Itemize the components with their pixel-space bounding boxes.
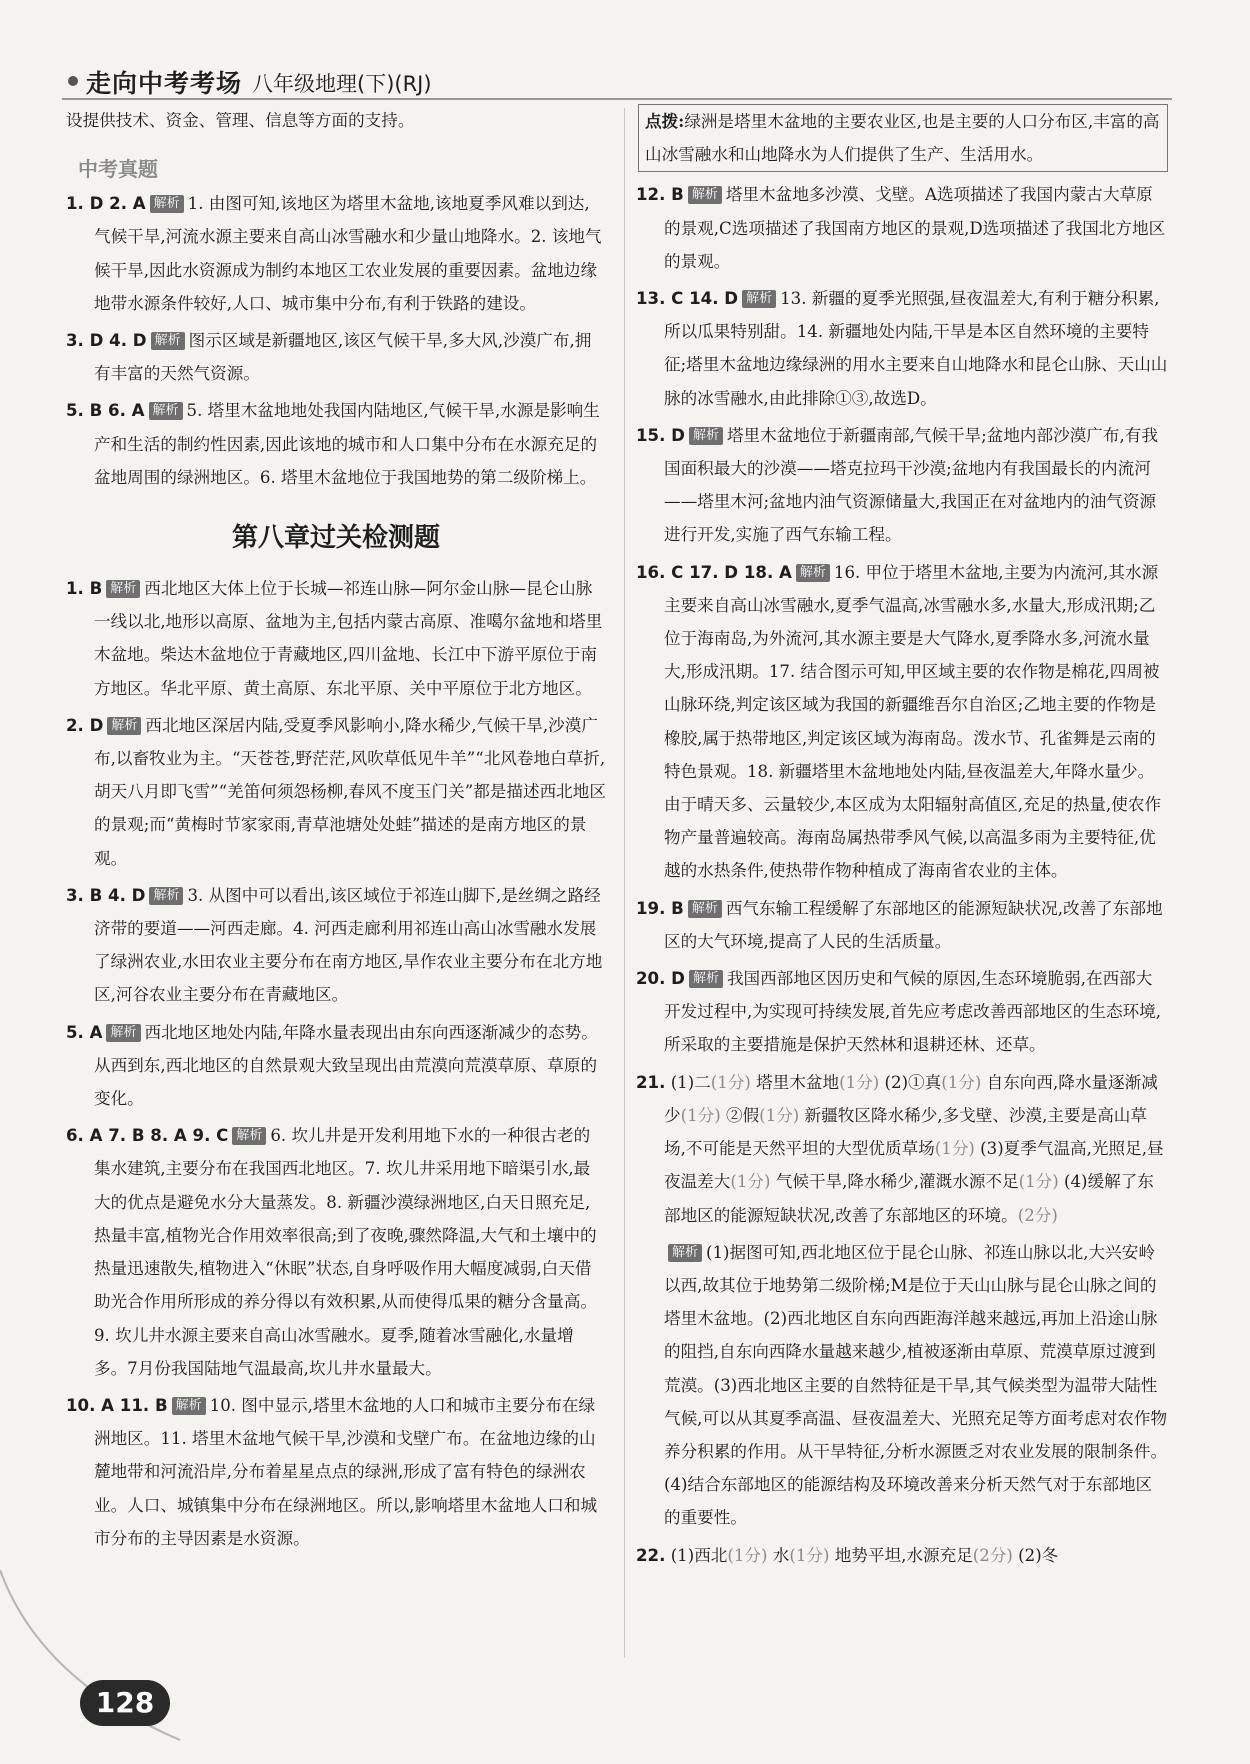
answer-text: (3)夏季气温高,光照足,昼夜温差大 [664,1139,1164,1192]
analysis-tag: 解析 [742,290,776,308]
page-number: 128 [80,1680,170,1726]
answer-item [636,556,1168,888]
score-label: (1分) [759,1105,800,1125]
analysis-text: 10. 图中显示,塔里木盆地的人口和城市主要分布在绿洲地区。11. 塔里木盆地气候干旱,沙漠和戈壁广布。在盆地边缘的山麓地带和河流沿岸,分布着星星点点的绿洲,形成了富有特色的绿洲农业。人口、城镇集中分布在绿洲地区。所以,影响塔里木盆地人口和城市分布的主导因素是水资源。 [94,1395,598,1548]
book-series-title: 走向中考考场 [86,69,243,98]
analysis-tag: 解析 [106,1024,140,1042]
analysis-text: 西北地区地处内陆,年降水量表现出由东向西逐渐减少的态势。从西到东,西北地区的自然景观大致呈现出由荒漠向荒漠草原、草原的变化。 [94,1022,598,1109]
score-label: (1分) [839,1072,880,1092]
answer-number: 21. [636,1072,666,1092]
analysis-tag: 解析 [688,900,722,918]
analysis-text: 塔里木盆地位于新疆南部,气候干旱;盆地内部沙漠广布,有我国面积最大的沙漠——塔克拉玛干沙漠;盆地内有我国最长的内流河——塔里木河;盆地内油气资源储量大,我国正在对盆地内的油气资源进行开发,实施了西气东输工程。 [664,425,1158,545]
answer-number: 6. A 7. B 8. A 9. C [66,1126,229,1146]
book-subtitle: 八年级地理(下)(RJ) [252,72,432,96]
answer-item [66,1389,606,1555]
analysis-text: 西北地区深居内陆,受夏季风影响小,降水稀少,气候干旱,沙漠广布,以畜牧业为主。“天苍苍,野茫茫,风吹草低见牛羊”“北风卷地白草折,胡天八月即飞雪”“羌笛何须怨杨柳,春风不度玉门关”都是描述西北地区的景观;而“黄梅时节家家雨,青草池塘处处蛙”描述的是南方地区的景观。 [94,715,606,868]
analysis-text: (1)据图可知,西北地区位于昆仑山脉、祁连山脉以北,大兴安岭以西,故其位于地势第二级阶梯;M是位于天山山脉与昆仑山脉之间的塔里木盆地。(2)西北地区自东向西距海洋越来越远,再加上沿途山脉的阻挡,自东向西降水量越来越少,植被逐渐由草原、荒漠草原过渡到荒漠。(3)西北地区主要的自然特征是干旱,其气候类型为温带大陆性气候,可以从其夏季高温、昼夜温差大、光照充足等方面考虑对农作物养分积累的作用。从干旱特征,分析水源匮乏对农业发展的限制条件。(4)结合东部地区的能源结构及环境改善来分析天然气对于东部地区的重要性。 [664,1242,1168,1528]
right-answers [636,178,1168,1061]
answer-text: (1)西北 [670,1545,728,1565]
score-label: (1分) [730,1172,771,1192]
tip-box [638,104,1168,172]
score-label: (1分) [941,1072,982,1092]
answer-number: 19. B [636,898,684,918]
answer-number: 15. D [636,425,685,445]
answer-text: 水 [767,1545,790,1565]
answer-number: 3. B 4. D [66,885,146,905]
analysis-tag: 解析 [106,580,140,598]
answer-number: 1. D 2. A [66,194,146,214]
answer-text: (2)①真 [879,1072,942,1092]
analysis-text: 13. 新疆的夏季光照强,昼夜温差大,有利于糖分积累,所以瓜果特别甜。14. 新疆地处内陆,干旱是本区自然环境的主要特征;塔里木盆地边缘绿洲的用水主要来自山地降水和昆仑山脉、天山山脉的冰雪融水,由此排除①③,故选D。 [664,289,1168,408]
answer-number: 20. D [636,969,685,989]
analysis-tag: 解析 [232,1127,266,1145]
answer-21-parts [664,1073,1164,1225]
score-label: (1分) [1018,1172,1059,1192]
answer-item [636,419,1168,552]
score-label: (1分) [680,1105,721,1125]
score-label: (1分) [789,1545,830,1565]
answer-text: 塔里木盆地 [750,1072,840,1092]
analysis-tag: 解析 [688,186,722,204]
analysis-tag: 解析 [149,887,183,905]
answer-number: 10. A 11. B [66,1395,168,1415]
answer-item [66,572,606,705]
analysis-tag: 解析 [150,195,184,213]
answer-22-parts [671,1546,1059,1565]
answer-item [66,1016,606,1116]
answer-text: 自东向西,降水量逐渐减少 [664,1072,1158,1125]
analysis-text: 5. 塔里木盆地地处我国内陆地区,气候干旱,水源是影响生产和生活的制约性因素,因此该地的城市和人口集中分布在水源充足的盆地周围的绿洲地区。6. 塔里木盆地位于我国地势的第二级阶梯上。 [94,401,600,487]
analysis-tag: 解析 [149,402,183,420]
analysis-tag: 解析 [151,332,185,350]
answer-text: ②假 [720,1105,760,1125]
answer-text: (1)二 [670,1072,711,1092]
answer-number: 1. B [66,579,103,599]
analysis-text: 16. 甲位于塔里木盆地,主要为内流河,其水源主要来自高山冰雪融水,夏季气温高,冰雪融水多,水量大,形成汛期;乙位于海南岛,为外流河,其水源主要是大气降水,夏季降水多,河流水量大,形成汛期。17. 结合图示可知,甲区域主要的农作物是棉花,四周被山脉环绕,判定该区域为我国的新疆维吾尔自治区;乙地主要的作物是橡胶,属于热带地区,判定该区域为海南岛。泼水节、孔雀舞是云南的特色景观。18. 新疆塔里木盆地地处内陆,昼夜温差大,年降水量少。由于晴天多、云量较少,本区成为太阳辐射高值区,充足的热量,使农作物产量普遍较高。海南岛属热带季风气候,以高温多雨为主要特征,优越的水热条件,使热带作物种植成了海南省农业的主体。 [664,562,1162,881]
analysis-tag: 解析 [668,1244,702,1262]
analysis-text: 1. 由图可知,该地区为塔里木盆地,该地夏季风难以到达,气候干旱,河流水源主要来自高山冰雪融水和少量山地降水。2. 该地气候干旱,因此水资源成为制约本地区工农业发展的重要因素。盆地边缘地带水源条件较好,人口、城市集中分布,有利于铁路的建设。 [94,194,602,313]
answer-22 [636,1539,1168,1572]
analysis-text: 我国西部地区因历史和气候的原因,生态环境脆弱,在西部大开发过程中,为实现可持续发展,首先应考虑改善西部地区的生态环境,所采取的主要措施是保护天然林和退耕还林、还草。 [664,969,1162,1055]
analysis-text: 3. 从图中可以看出,该区域位于祁连山脚下,是丝绸之路经济带的要道——河西走廊。4. 河西走廊利用祁连山高山冰雪融水发展了绿洲农业,水田农业主要分布在南方地区,旱作农业主要分布在北方地区,河谷农业主要分布在青藏地区。 [94,885,603,1005]
score-label: (2分) [972,1545,1013,1565]
answer-text: 气候干旱,降水稀少,灌溉水源不足 [770,1172,1019,1192]
answer-number: 2. D [66,715,104,735]
analysis-tag: 解析 [689,970,723,988]
column-divider [624,108,625,1658]
answer-number: 5. B 6. A [66,401,145,421]
exam-answers [66,187,606,494]
answer-item [66,394,606,494]
answer-item [636,178,1168,278]
analysis-tag: 解析 [689,427,723,445]
analysis-text: 西北地区大体上位于长城—祁连山脉—阿尔金山脉—昆仑山脉一线以北,地形以高原、盆地为主,包括内蒙古高原、准噶尔盆地和塔里木盆地。柴达木盆地位于青藏地区,四川盆地、长江中下游平原位于南方地区。华北平原、黄土高原、东北平原、关中平原位于北方地区。 [94,579,603,698]
left-column [66,104,606,1559]
answer-item [636,892,1168,958]
answer-21-analysis [636,1236,1168,1535]
answer-text: (2)冬 [1012,1545,1059,1565]
analysis-tag: 解析 [107,717,141,735]
intro-text: 设提供技术、资金、管理、信息等方面的支持。 [66,111,415,130]
analysis-text: 塔里木盆地多沙漠、戈壁。A选项描述了我国内蒙古大草原的景观,C选项描述了我国南方地区的景观,D选项描述了我国北方地区的景观。 [664,185,1166,271]
analysis-text: 西气东输工程缓解了东部地区的能源短缺状况,改善了东部地区的大气环境,提高了人民的生活质量。 [664,898,1163,951]
score-label: (1分) [710,1072,751,1092]
answer-item [66,709,606,875]
analysis-text: 图示区域是新疆地区,该区气候干旱,多大风,沙漠广布,拥有丰富的天然气资源。 [94,331,592,384]
score-label: (2分) [1017,1205,1058,1225]
section-title: 中考真题 [78,157,158,182]
answer-number: 13. C 14. D [636,289,739,309]
answer-item [636,962,1168,1062]
answer-item [66,187,606,320]
tip-label: 点拨: [645,111,685,131]
answer-number: 5. A [66,1022,103,1042]
answer-item [66,1119,606,1385]
chapter-answers [66,572,606,1555]
answer-number: 22. [636,1545,666,1565]
tip-text: 绿洲是塔里木盆地的主要农业区,也是主要的人口分布区,丰富的高山冰雪融水和山地降水为人们提供了生产、生活用水。 [645,112,1160,165]
answer-item [66,324,606,390]
analysis-tag: 解析 [172,1397,206,1415]
answer-number: 3. D 4. D [66,331,147,351]
analysis-text: 6. 坎儿井是开发利用地下水的一种很古老的集水建筑,主要分布在我国西北地区。7. 坎儿井采用地下暗渠引水,最大的优点是避免水分大量蒸发。8. 新疆沙漠绿洲地区,白天日照充足,热量丰富,植物光合作用效率很高;到了夜晚,骤然降温,大气和土壤中的热量迅速散失,植物进入“休眠”状态,自身呼吸作用大幅度减弱,白天借助光合作用所形成的养分得以有效积累,从而使得瓜果的糖分含量高。9. 坎儿井水源主要来自高山冰雪融水。夏季,随着冰雪融化,水量增多。7月份我国陆地气温最高,坎儿井水量最大。 [94,1126,598,1378]
answer-number: 16. C 17. D 18. A [636,562,792,582]
answer-item [66,879,606,1012]
score-label: (1分) [934,1139,975,1159]
answer-text: (4)缓解了东部地区的能源短缺状况,改善了东部地区的环境。 [664,1172,1154,1225]
page-header [62,62,1172,100]
answer-number: 12. B [636,185,684,205]
score-label: (1分) [727,1545,768,1565]
answer-text: 地势平坦,水源充足 [829,1545,973,1565]
page-corner-decoration [0,1560,220,1764]
bullet-icon [68,76,78,86]
analysis-tag: 解析 [796,564,830,582]
right-column [636,104,1168,1576]
answer-text: 新疆牧区降水稀少,多戈壁、沙漠,主要是高山草场,不可能是天然平坦的大型优质草场 [664,1105,1147,1159]
answer-item [636,282,1168,415]
chapter-title: 第八章过关检测题 [231,523,440,554]
answer-21 [636,1066,1168,1232]
